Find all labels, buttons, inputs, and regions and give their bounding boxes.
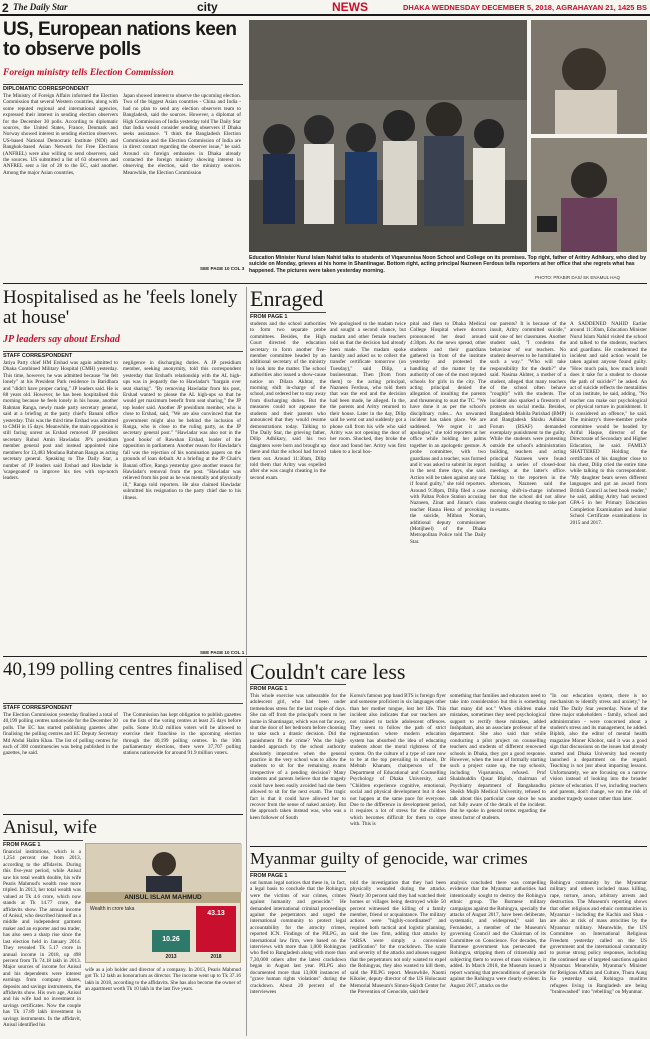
section-divider	[250, 846, 647, 847]
photo-caption: Education Minister Nurul Islam Nahid talks to students of Viqarunnisa Noon School and College on its premises. Top right, father of Arittry Adhikary, who died by suicide on Monday, grieves at his home in Shantinagar. Bottom right, acting principal Nazneen Ferdous tells reporters at her office that she regrets what has happened. The pictures were taken yesterday morning.	[249, 255, 647, 274]
story-column: financial institutions, which is a 1,254 percent rise from 2013, according to the affidavits. During this five-year period, while Anisul saw his total wealth double, his wife Pearis Mahmud's wealth rose more tripled. In 2013, her total wealth was valued at Tk 4.6 crore, which now stands at Tk 14.77 crore, the affidavits show. The annual income of Anisul, who described himself as a middle and independent garment maker and an exporter and tea trader, has also seen a sharp rise since the last election held in January 2014. They revealed Tk 5.17 crore in annual income in 2018, up 498 percent from Tk 74.18 lakh in 2013. Major sources of income for Anisul and his dependents were interest earnings from company shares, deposits and savings instruments, the affidavits show. His own age, Anisul and his wife had no investment in savings certificates. Now the couple has Tk 17.89 lakh investment in savings instruments. In the affidavit, Anisul identified his	[3, 849, 81, 1028]
story-headline: 40,199 polling centres finalised	[3, 659, 243, 680]
story-column: something that families and educators need to take into consideration but this is something that many did not." When children make mistakes, sometimes they need psychological support to rectify these mistakes, added Inshpaham, also an associate professor of the department. She also said that while conducting a pilot project on counselling teachers and students of different renowned schools in Dhaka, they got a good response. However, when the issue of formally starting such a project came up, the top schools, including Viqarunnisa, refused. Prof Shalahuddin Qusar Biplob, chairman of Psychiatry department of Bangabandhu Sheikh Mujib Medical University, refused to talk about this particular case since he was not fully aware of the details of the incident. But he spoke in general terms regarding the stress factor of students.	[450, 693, 546, 821]
story-column: The Ministry of Foreign Affairs informed the Election Commission that several Western countries, along with some reputed regional and international agencies, expressed their interest in sending election observers for the December 30 polls. According to diplomatic sources, the United States, France, Denmark and Norway showed interest in sending election observers. US-based National Democratic Institute (NDI) and Bangkok-based Asian Network for Free Elections (ANFREL) were also willing to send observers, said the sources. US submitted a list of 63 observers and ANFREL sent a list of 28 to the EC, said another. Among the major Asian countries,	[3, 93, 118, 176]
wealth-bar-2013	[152, 930, 190, 952]
page-header	[0, 0, 650, 16]
wealth-value-2018: 43.13	[207, 910, 225, 917]
story-column: This whole exercise was unbearable for the adolescent girl, who had been under tremendous stress for the last couple of days. She ran off from the principal's room to her home in Shantinagar, which was not far away, shut the door of her bedroom before choosing to take such a drastic decision. Did the punishment fit the crime? Was the high-handed approach by the school authority absolutely imperative when the general practice in the very school was to allow the students to sit for the remaining exams irrespective of a pending decision? Many students and parents believe that the tragedy could have been easily avoided had she been allowed to sit for the next exam. The tragic fact is that it could have allowed her to recover from the sense of naked anxiety. But the approach taken instead was, who was a keen follower of South	[250, 693, 346, 821]
story-byline: STAFF CORRESPONDENT	[3, 351, 243, 359]
story-column: analysis concluded there was compelling evidence that the Myanmar authorities had intentionally sought to destroy the Rohingya ethnic group. The Burmese military campaigns against the Rohingya, specially the attacks of August 2017, have been deliberate, systematic, and widespread," said Ian Fernández, a member of the Museum's governing Council and the Chairman of its Committee on Conscience. For decades, the Burmese government has persecuted the Rohingya, stripping them of citizenship and subjecting them to waves of mass violence, it added. In March 2018, the Museum issued a report warning that preconditions of genocide against the Rohingya were clearly evident. In August 2017, attacks on the	[450, 880, 546, 989]
story-column: The Election Commission yesterday finalised a total of 40,199 polling centres nationwide for the December 30 polls. The EC has started publishing gazettes after finalising the polling centres and EC Deputy Secretary Md Abdul Halim Khan. The list of polling centres for each of 300 constituencies was being published in the gazettes, he said.	[3, 712, 118, 757]
story-column: told the investigation that they had been physically wounded during the attacks. Nearly 30 percent said they had watched their homes or villages being destroyed while 50 percent witnessed the killing of a family member, friend or acquaintance. The military actions were "highly-coordinated" and required both tactical and logistic planning, said the law firm, adding that attacks by "ARSA were simply a convenient justification" for the crackdown. The scale and severity of the attacks and abuses suggest that the perpetrators not only wanted to expel the Rohingyas, they also wanted to kill them, said the PILPG report. Meanwhile, Naomi Kikoler, deputy director of the US Holocaust Memorial Museum's Simon-Skjodt Center for the Prevention of Genocide, said their	[350, 880, 446, 995]
story-column: The Commission has kept obligation to publish gazettes on the lists of the voting centres at least 25 days before polls. Some 10.42 million voters will be allowed to exercise their franchise in the upcoming election through the 40,199 polling centres. In the 10th parliamentary elections, there were 37,707 polling stations nationwide for around 91.9 million voters.	[123, 712, 241, 757]
column-divider	[246, 287, 247, 655]
story-column: out human legal notices that these in, in fact, a legal basis to conclude that the Rohingya were the victims of war crimes, crimes against humanity and genocide." He demanded international criminal proceedings against the perpetrators and urged the international community to protect legal accountability for the atrocity crimes, reported ICN. Findings of the PILPG, an international law firm, were based on the interviews with more than 1,000 Rohingyas who fled to Bangladesh along with more than 7,30,000 others after the latest crackdown began in August last year. PILPG also documented more than 13,000 instances of "grave human rights violations" during the crackdown. About 20 percent of the interviewees	[250, 880, 346, 995]
wealth-infobox	[85, 843, 241, 963]
news-label: NEWS	[332, 0, 368, 14]
story-byline: FROM PAGE 1	[250, 684, 346, 692]
story-headline: Hospitalised as he 'feels lonely at house'	[3, 287, 238, 328]
section-divider	[3, 656, 647, 657]
story-column: students and the school authorities to form two separate probe committees. Besides, the High Court directed the education secretary to form another five-member committee headed by an additional secretary of the ministry to look into the matter. The school authorities also issued a show-cause notice on Dilara Akhtar, the morning shift in-charge of the school, and ordered her to stay away from discharging duties. But the measures could not appease the students and their parents who announced that they would resume demonstrations today. Talking to The Daily Star, the grieving father, Dilip Adhikary, said his two daughters were born and brought up there and that the school had forced them out. Around 11:30am, Dilip told them that Aritry was expelled after she was caught cheating in the second exam.	[250, 321, 326, 481]
story-column: our parents? It is because of the insult, Aritry committed suicide," said one of her classmates. Another student said, "I condemn the behaviour of our teachers. No student deserves to be humiliated in such a way." "Who will take responsibility for the death?" she said. Nasima Akhter, a mother of a student, alleged that many teachers of the school often behave "roughly" with the students. The incident also sparked a firestorm of protests on social media. Besides, Bangladesh Mahila Parishad (BMP) and Bangladesh Shishu Adhikar Forum (BSAF) demanded exemplary punishment to the guilty. While the students were protesting outside the school's administration building, teachers and acting principal Nazneen were found holding a series of closed-door meetings at the latter's office. Talking to the reporters in the afternoon, Nazneen said the morning shift-in-charge informed her that the school did not allow students caught cheating to take part in exams.	[490, 321, 566, 513]
year-label-2018: 2018	[210, 954, 222, 960]
section-divider	[3, 814, 243, 815]
story-column: wife as a job holder and director of a company. In 2013, Pearis Mahmud got Tk 12 lakh as honorarium as director. The income went up to Tk 37.16 lakh in 2018, according to the affidavits. She has also become the owner of an apartment worth Tk 10 lakh in the last five years.	[85, 967, 241, 993]
story-byline: FROM PAGE 1	[250, 312, 326, 320]
story-column: Korea's famous pop band BTS is foreign flyer and someone proficient in six languages other than her mother tongue, lost her life. This incident also indicates that our teachers are not trained to tackle adolescent offences. They seem to follow the path of strict regimentation where modern education system has absorbed the idea of educating students about the moral rightness of the system. On the culture of a type of care now to be at the top prevailing in schools, Dr Mehtab Khanam, chairperson of the Department of Educational and Counselling Psychology of Dhaka University, said "Children experience cognitive, emotional, social and physical development but it does not happen at the same pace for everyone. Due to the difference in development period, it requires a lot of stress for the children which becomes difficult for them to cope with. This is	[350, 693, 446, 828]
page-number: 2	[2, 1, 9, 15]
section-divider	[3, 283, 647, 284]
column-divider	[246, 658, 247, 1036]
continued-label: SEE PAGE 10 COL 3	[200, 266, 245, 271]
year-label-2013: 2013	[165, 954, 177, 960]
story-byline: STAFF CORRESPONDENT	[3, 703, 243, 711]
wealth-value-2013: 10.26	[162, 936, 180, 943]
story-kicker: JP leaders say about Ershad	[3, 334, 120, 345]
story-headline: Myanmar guilty of genocide, war crimes	[250, 849, 528, 868]
dateline: DHAKA WEDNESDAY DECEMBER 5, 2018, AGRAHAYAN 21, 1425 BS	[403, 3, 647, 12]
story-column: Japan showed interest to observe the upcoming election. Two of the biggest Asian countries - China and India - had no plan to send any election observers team to Bangladesh, said the sources. However, a diplomat of High Commission of India yesterday told The Daily Star that India would consider sending observers if Dhaka seeks assistance. "I think the Bangladesh Election Commission and the Election Commission of India are in direct contact regarding the observer issue," he said. Around six foreign embassies in Dhaka already contacted the foreign ministry showing interest in observing the election, said the ministry sources. Meanwhile, the Election Commission	[123, 93, 241, 176]
story-byline: DIPLOMATIC CORRESPONDENT	[3, 84, 243, 92]
story-column: pital and then to Dhaka Medical College Hospital where doctors pronounced her dead around 4:30pm. As the news spread, other students and their guardians gathered in front of the institute yesterday and protested the handling of the matter by the authority of one of the most reputed schools for girls in the city. The acting principal denied the allegation of insulting the parents and threatening to oust the TC. "We have done it as per the school's disciplinary rules... An unwanted incident has taken place. We are saddened. We regret it and apologise," she told reporters at her office while holding her palms together in an apologetic gesture. A probe committee, with two guardians and a teacher, was formed and it was asked to submit its report in the next three days, she said. Action will be taken against any one if found guilty," she told reporters. Around 9:30pm, Dilip filed a case with Paltan Police Station accusing Nazneen, Zinat and Jinnat's class teacher Hasna Hena of provoking the suicide, Mithun Noman, additional deputy commissioner (Motijheel) of the Dhaka Metropolitan Police told The Daily Star.	[410, 321, 486, 545]
story-column: Jatiya Party chief HM Ershad was again admitted to Dhaka Combined Military Hospital (CMH) yesterday. This time, however, he was admitted because "he felt lonely" at his President Park residence in Baridhara and "didn't have proper caring," JP leaders said. He is 88 years old. However, he has been hospitalised this morning because he feels lonely in his house, another Rahman Ranga, newly made party secretary general, said at a briefing at the party chief's Banani office yesterday. This was the third time Ershad was admitted to CMH in 15 days. Meanwhile, the main opposition is still facing unrest as Ershad removed JP president secretary Ruhul Amin Hawladar. JP's presidium member general post and instead appointed nine members for 13,483 Moulana Rahman Ranga as acting secretary general. Speaking to The Daily Star, a number of JP leaders said Ershad and Hawladar is 'scapegoated' to improve his ties with top-notch leaders.	[3, 360, 118, 482]
infobox-name: ANISUL ISLAM MAHMUD	[86, 892, 240, 903]
paper-name: The Daily Star	[13, 2, 68, 12]
photo-collage-image	[249, 20, 647, 252]
continued-label: SEE PAGE 10 COL 1	[200, 650, 245, 655]
story-column: "In our education system, there is no mechanism to identify stress and anxiety," he told The Daily Star yesterday. None of the three major stakeholders - family, school and administration - were concerned about a student's stress and its management, he added. Biplob, also the editor of mental health magazine Moner Khobor, said it was a good sign that discussions on the issues had already started and Dhaka University had recently launched a department on the regard. Teaching is not just about imparting lessons. Unfortunately, we are focusing on a narrow vision instead of looking into the broader picture of education. If we, including teachers and parents, don't change, we run the risk of another tragedy sooner rather than later.	[550, 693, 647, 802]
section-label: city	[197, 0, 218, 14]
portrait-image	[86, 844, 242, 892]
news-photo	[249, 20, 647, 252]
story-column: A SADDENED NAHID Earlier around 11:30am, Education Minister Nurul Islam Nahid visited the school and talked to the students, teachers and guardians. He condemned the incident and said action would be taken against anyone found guilty. "How much pain, how much insult does it take for a student to choose the path of suicide?" he asked. An act of suicide reflects the mentalities of an institute, he said, adding, "No teacher can make our psychological or physical torture in punishment. It is considered an offence," he said. The ministry's three-member probe committee would be headed by Ariful Haque, director of the Directorate of Secondary and Higher Education, he said. FAMILY SHATTERED Holding the certificates of his daughter close to his chest, Dilip cried the entire time while talking to this correspondent. "My daughter bears seven different languages and got an award from British Council as best book reader," he said, adding Aritry had secured GPA-5 in her Primary Education Completion Examination and Junior School Certificate examinations in 2015 and 2017.	[570, 321, 647, 526]
story-byline: FROM PAGE 1	[3, 840, 83, 848]
story-headline: Couldn't care less	[250, 659, 406, 684]
story-headline: US, European nations keen to observe polls	[3, 19, 237, 60]
story-byline: FROM PAGE 1	[250, 871, 346, 879]
story-kicker: Foreign ministry tells Election Commission	[3, 68, 174, 78]
story-column: We apologised to the madam twice and sought a second chance, but madam and other female teachers told us that the decision had already been made. The madam spoke harshly and asked us to collect the transfer certificate tomorrow (on Tuesday)," said Dilip, a businessman. Then [from from them] to the acting principal, Nazneen Ferdous, who told them that was the end and the decision had been made, he alleged. In the, the parents and Aritry returned to their house. Later in the day, Dilip said he went out and suddenly got a phone call from his wife who said Aritry was not opening the door of her room. Shocked, they broke the door and found her. Aritry was first taken to a local hos-	[330, 321, 406, 456]
story-headline: Enraged	[250, 286, 324, 311]
infobox-subtitle: Wealth in crore taka	[90, 906, 135, 912]
story-column: negligence in discharging duties. A JP presidium member, seeking anonymity, told this correspondent yesterday that Ershad's relationship with the AL high-ups was in jeopardy due to Hawladar's "bargain over seat sharing". "By removing Hawladar from his post, Ershad wanted to please the AL high-ups so that he would get maximum benefit from seat sharing," the JP top leader said. Another JP presidium member, who is close to Ershad, said, "We are also convinced that the government might also be behind the inclusion of Ranga, who is close to the ruling party, as the JP secretary general post." "Hawladar was also not in the 'good books' of Rawshan Ershad, leader of the opposition in parliament. Another reason for Hawladar's fall was the rejection of his nomination papers on the grounds of loan default. At a briefing at the JP Chair's Banani office, Ranga yesterday gave another reason for Hawladar's removal from the post. "Hawladar was relieved from his post as he was mentally and physically ill," Ranga told reporters. He also claimed Hawladar submitted his resignation to the party chief due to his illness.	[123, 360, 241, 501]
photo-credit: PHOTO: PRABIR DAS/ SK ENAMUL HAQ	[535, 275, 621, 280]
story-column: Rohingya community by the Myanmar military and others included mass killing, rape, torture, arson, arbitrary arrests and destruction. The Museum's reporting shows that other religious and ethnic communities in Myanmar - including the Kachin and Shan - are also at risk of mass atrocities by the Myanmar military. Meanwhile, the UN Committee on International Religious Freedom yesterday called on the US government and the international community to pursue strong policy responses, including the continued use of targeted sanctions against Myanmar. Meanwhile, Myanmar's Minister for Religious Affairs and Culture, Thura Aung Ko yesterday said, Rohingya muslims refugees living in Bangladesh are being "brainwashed" into "rebelling" on Myanmar.	[550, 880, 647, 995]
wealth-bar-2018	[196, 906, 236, 952]
story-headline: Anisul, wife	[3, 817, 97, 838]
